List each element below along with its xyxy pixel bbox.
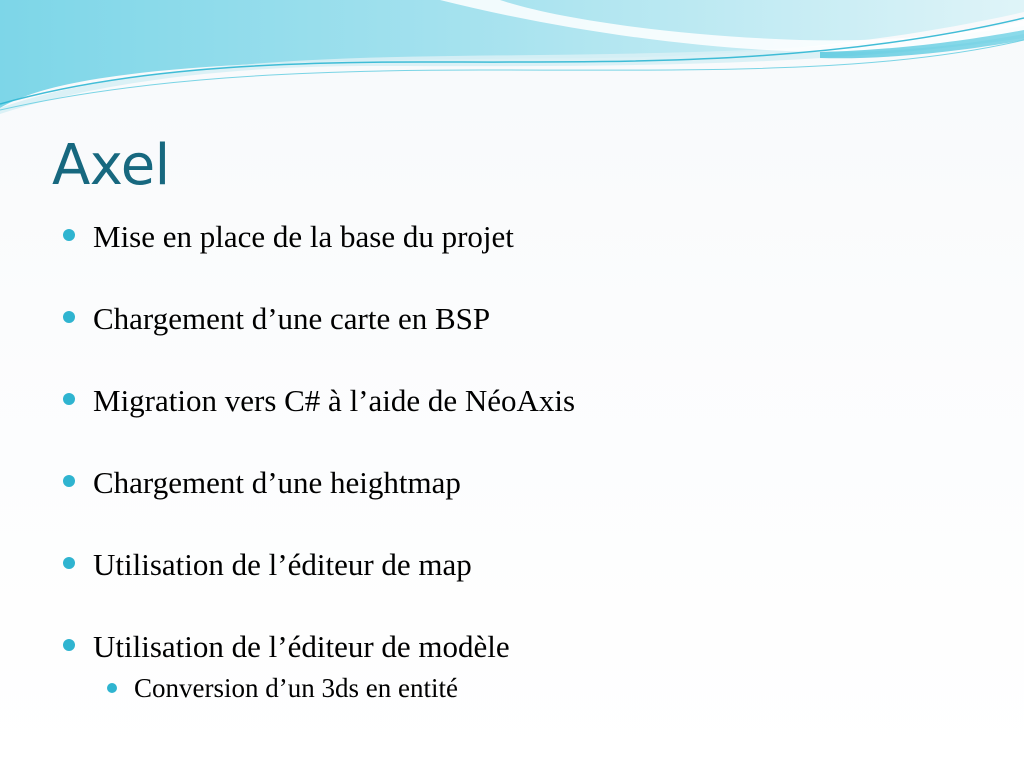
bullet-dot-icon: [63, 393, 75, 405]
bullet-item: [0, 378, 1024, 424]
bullet-item: [0, 296, 1024, 342]
sub-bullet-item: [0, 670, 1024, 704]
header-wave-decoration: [0, 0, 1024, 120]
bullet-text: Chargement d’une heightmap: [93, 465, 461, 500]
bullet-item: [0, 214, 1024, 260]
bullet-text: Chargement d’une carte en BSP: [93, 301, 491, 336]
bullet-dot-icon: [63, 475, 75, 487]
bullet-dot-icon: [63, 311, 75, 323]
bullet-text: Mise en place de la base du projet: [93, 219, 514, 254]
bullet-item: [0, 624, 1024, 670]
bullet-text: Utilisation de l’éditeur de map: [93, 547, 472, 582]
sub-bullet-text: Conversion d’un 3ds en entité: [134, 673, 458, 703]
bullet-list: [0, 214, 1024, 704]
sub-bullet-dot-icon: [107, 683, 117, 693]
bullet-dot-icon: [63, 639, 75, 651]
slide-title: Axel: [52, 133, 170, 198]
bullet-dot-icon: [63, 229, 75, 241]
bullet-item: [0, 460, 1024, 506]
bullet-dot-icon: [63, 557, 75, 569]
bullet-item: [0, 542, 1024, 588]
bullet-text: Migration vers C# à l’aide de NéoAxis: [93, 383, 576, 418]
bullet-text: Utilisation de l’éditeur de modèle: [93, 629, 510, 664]
